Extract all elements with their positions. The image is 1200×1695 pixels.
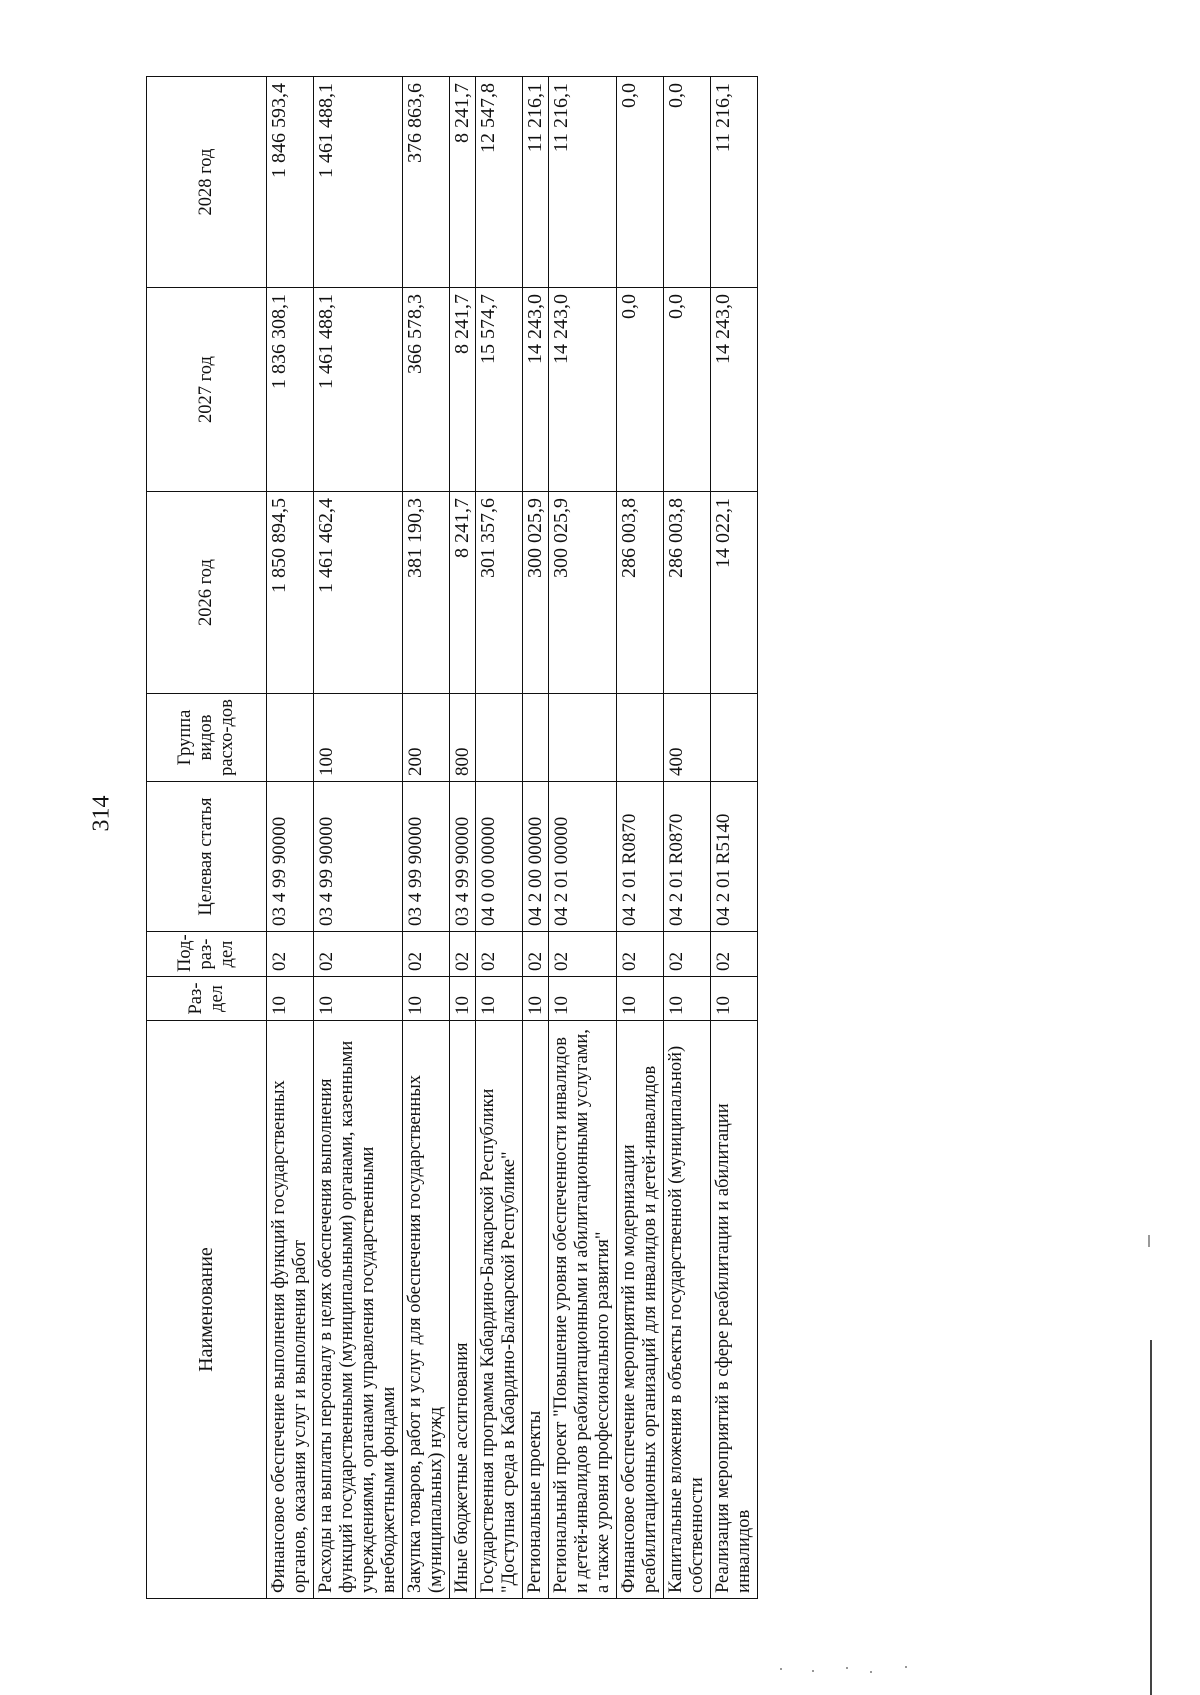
cell-2027: 14 243,0 — [549, 288, 617, 492]
cell-2028: 376 863,6 — [403, 77, 450, 288]
cell-name: Расходы на выплаты персоналу в целях обеспечения выполнения функций государственными (муниципальными) органами, казенными учреждениями, органами управления государственными внебюджетными фондами — [314, 1021, 403, 1599]
cell-name: Закупка товаров, работ и услуг для обеспечения государственных (муниципальных) нужд — [403, 1021, 450, 1599]
cell-name: Финансовое обеспечение мероприятий по модернизации реабилитационных организаций для инвалидов и детей-инвалидов — [617, 1021, 664, 1599]
cell-podrazdel: 02 — [476, 932, 523, 977]
cell-podrazdel: 02 — [403, 932, 450, 977]
header-target: Целевая статья — [147, 782, 267, 932]
cell-podrazdel: 02 — [664, 932, 711, 977]
cell-2026: 14 022,1 — [711, 492, 758, 694]
scan-speck — [870, 1671, 872, 1673]
cell-podrazdel: 02 — [450, 932, 476, 977]
cell-2026: 286 003,8 — [617, 492, 664, 694]
cell-group: 100 — [314, 694, 403, 782]
cell-razdel: 10 — [476, 977, 523, 1021]
table-row — [476, 77, 523, 1599]
cell-target: 04 2 01 R0870 — [617, 782, 664, 932]
cell-2028: 11 216,1 — [711, 77, 758, 288]
table-row — [314, 77, 403, 1599]
cell-podrazdel: 02 — [711, 932, 758, 977]
header-2026: 2026 год — [147, 492, 267, 694]
cell-group: 400 — [664, 694, 711, 782]
cell-2026: 300 025,9 — [523, 492, 549, 694]
scan-speck — [812, 1670, 814, 1672]
cell-target: 03 4 99 90000 — [403, 782, 450, 932]
cell-2027: 14 243,0 — [523, 288, 549, 492]
cell-name: Государственная программа Кабардино-Балкарской Республики "Доступная среда в Кабардино-Балкарской Республике" — [476, 1021, 523, 1599]
cell-target: 04 2 01 R5140 — [711, 782, 758, 932]
scan-edge-line — [1150, 1340, 1152, 1695]
table-header-row — [147, 77, 267, 1599]
cell-target: 04 2 00 00000 — [523, 782, 549, 932]
cell-name: Региональный проект "Повышение уровня обеспеченности инвалидов и детей-инвалидов реабилитационными и абилитационными услугами, а также уровня профессионального развития" — [549, 1021, 617, 1599]
scan-speck — [846, 1667, 848, 1669]
table-row — [617, 77, 664, 1599]
cell-2027: 1 836 308,1 — [267, 288, 314, 492]
cell-razdel: 10 — [403, 977, 450, 1021]
cell-2026: 300 025,9 — [549, 492, 617, 694]
table-row — [664, 77, 711, 1599]
cell-podrazdel: 02 — [617, 932, 664, 977]
cell-2026: 1 850 894,5 — [267, 492, 314, 694]
cell-group: 200 — [403, 694, 450, 782]
cell-2026: 1 461 462,4 — [314, 492, 403, 694]
cell-podrazdel: 02 — [523, 932, 549, 977]
header-group: Группа видов расхо-дов — [147, 694, 267, 782]
cell-group — [476, 694, 523, 782]
cell-razdel: 10 — [664, 977, 711, 1021]
table-row — [403, 77, 450, 1599]
cell-2028: 1 461 488,1 — [314, 77, 403, 288]
cell-2028: 1 846 593,4 — [267, 77, 314, 288]
cell-target: 03 4 99 90000 — [450, 782, 476, 932]
cell-target: 03 4 99 90000 — [267, 782, 314, 932]
cell-2026: 286 003,8 — [664, 492, 711, 694]
cell-razdel: 10 — [450, 977, 476, 1021]
cell-name: Капитальные вложения в объекты государственной (муниципальной) собственности — [664, 1021, 711, 1599]
table-row — [549, 77, 617, 1599]
cell-2027: 366 578,3 — [403, 288, 450, 492]
table-body — [267, 77, 758, 1599]
cell-group — [267, 694, 314, 782]
cell-name: Иные бюджетные ассигнования — [450, 1021, 476, 1599]
header-podrazdel: Под-раз-дел — [147, 932, 267, 977]
cell-2028: 11 216,1 — [523, 77, 549, 288]
cell-name: Финансовое обеспечение выполнения функций государственных органов, оказания услуг и выполнения работ — [267, 1021, 314, 1599]
cell-podrazdel: 02 — [267, 932, 314, 977]
cell-2027: 0,0 — [617, 288, 664, 492]
cell-razdel: 10 — [549, 977, 617, 1021]
cell-razdel: 10 — [267, 977, 314, 1021]
scan-speck — [780, 1668, 782, 1670]
cell-2027: 15 574,7 — [476, 288, 523, 492]
cell-name: Региональные проекты — [523, 1021, 549, 1599]
scan-speck — [905, 1666, 907, 1668]
cell-2028: 8 241,7 — [450, 77, 476, 288]
cell-2028: 0,0 — [617, 77, 664, 288]
table-row — [523, 77, 549, 1599]
page-number: 314 — [88, 795, 115, 832]
cell-target: 04 2 01 R0870 — [664, 782, 711, 932]
cell-2026: 301 357,6 — [476, 492, 523, 694]
cell-2027: 8 241,7 — [450, 288, 476, 492]
scan-edge-tick — [1148, 1235, 1150, 1247]
cell-2028: 0,0 — [664, 77, 711, 288]
cell-2028: 11 216,1 — [549, 77, 617, 288]
cell-podrazdel: 02 — [549, 932, 617, 977]
cell-razdel: 10 — [617, 977, 664, 1021]
cell-target: 04 2 01 00000 — [549, 782, 617, 932]
cell-group — [711, 694, 758, 782]
cell-razdel: 10 — [314, 977, 403, 1021]
header-razdel: Раз-дел — [147, 977, 267, 1021]
header-2027: 2027 год — [147, 288, 267, 492]
cell-2027: 0,0 — [664, 288, 711, 492]
cell-2027: 1 461 488,1 — [314, 288, 403, 492]
table-row — [267, 77, 314, 1599]
table-row — [711, 77, 758, 1599]
cell-group: 800 — [450, 694, 476, 782]
cell-name: Реализация мероприятий в сфере реабилитации и абилитации инвалидов — [711, 1021, 758, 1599]
table-row — [450, 77, 476, 1599]
cell-2026: 381 190,3 — [403, 492, 450, 694]
cell-razdel: 10 — [523, 977, 549, 1021]
cell-target: 04 0 00 00000 — [476, 782, 523, 932]
cell-podrazdel: 02 — [314, 932, 403, 977]
cell-target: 03 4 99 90000 — [314, 782, 403, 932]
budget-table-container — [146, 77, 1067, 1599]
cell-razdel: 10 — [711, 977, 758, 1021]
budget-table — [146, 76, 758, 1599]
cell-group — [549, 694, 617, 782]
header-2028: 2028 год — [147, 77, 267, 288]
cell-2027: 14 243,0 — [711, 288, 758, 492]
cell-2028: 12 547,8 — [476, 77, 523, 288]
header-name: Наименование — [147, 1021, 267, 1599]
cell-2026: 8 241,7 — [450, 492, 476, 694]
cell-group — [617, 694, 664, 782]
cell-group — [523, 694, 549, 782]
